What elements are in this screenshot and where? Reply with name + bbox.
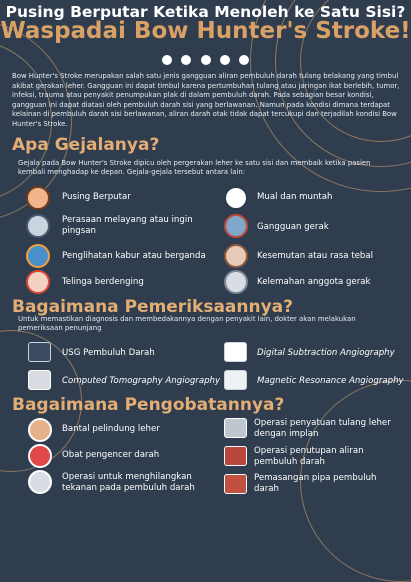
exam-item: Computed Tomography Angiography: [62, 376, 221, 386]
symptom-item: Penglihatan kabur atau berganda: [62, 251, 206, 261]
header: [0, 0, 411, 70]
nausea-icon: [224, 186, 248, 210]
numbness-icon: [224, 244, 248, 268]
treatment-item: Bantal pelindung leher: [62, 424, 160, 434]
blurred-vision-icon: [26, 244, 50, 268]
dot-icon: [239, 55, 249, 65]
symptom-item: Perasaan melayang atau ingin pingsan: [62, 215, 193, 236]
symptoms-title: Apa Gejalanya?: [12, 135, 160, 155]
page-title: Pusing Berputar Ketika Menoleh ke Satu Sisi?: [5, 3, 406, 21]
symptoms-desc: Gejala pada Bow Hunter's Stroke dipicu oleh pergerakan leher ke satu sisi dan membaik ketika pasien kembali menghadap ke depan. Gejala-gejala tersebut antara lain:: [18, 159, 371, 177]
exam-title: Bagaimana Pemeriksaannya?: [12, 297, 294, 317]
symptom-item: Gangguan gerak: [257, 222, 329, 232]
treatment-item: Operasi penyatuan tulang leher dengan implan: [254, 418, 391, 439]
weakness-icon: [224, 270, 248, 294]
tinnitus-icon: [26, 270, 50, 294]
exam-item: Digital Subtraction Angiography: [257, 348, 395, 358]
mri-scanner-icon: [224, 370, 247, 390]
dot-divider: [0, 50, 411, 69]
symptom-item: Telinga berdenging: [62, 277, 144, 287]
neck-pillow-icon: [28, 418, 52, 442]
medicine-icon: [28, 444, 52, 468]
page-subtitle: Waspadai Bow Hunter's Stroke!: [0, 18, 411, 44]
treatment-item: Operasi untuk menghilangkan tekanan pada pembuluh darah: [62, 472, 195, 493]
symptom-item: Mual dan muntah: [257, 192, 333, 202]
ct-scanner-icon: [28, 370, 51, 390]
implant-icon: [224, 418, 247, 438]
symptom-item: Kesemutan atau rasa tebal: [257, 251, 374, 261]
ultrasound-icon: [28, 342, 51, 362]
treatment-item: Operasi penutupan aliran pembuluh darah: [254, 446, 364, 467]
treatment-item: Obat pengencer darah: [62, 450, 160, 460]
dot-icon: [220, 55, 230, 65]
treatment-title: Bagaimana Pengobatannya?: [12, 395, 285, 415]
dot-icon: [181, 55, 191, 65]
intro-paragraph: Bow Hunter's Stroke merupakan salah satu jenis gangguan aliran pembuluh darah tulang belakang yang timbul akibat gerakan leher. Gangguan ini dapat timbul karena pertumbuhan tulang atau jaringan ikat berlebih, tumor, infeksi, trauma atau penyakit penumpukan plak di dalam pembuluh darah. Pada sebagian besar kondisi, gangguan ini dapat diatasi oleh pembuluh darah sisi yang berlawanan. Namun pada kondisi dimana terdapat kelainan di pembuluh darah sisi berlawanan, aliran darah otak tidak dapat tercukupi dan terjadilah kondisi Bow Hunter's Stroke.: [12, 72, 400, 128]
wheelchair-icon: [224, 214, 248, 238]
angiography-icon: [224, 342, 247, 362]
exam-item: Magnetic Resonance Angiography: [257, 376, 404, 386]
dot-icon: [201, 55, 211, 65]
treatment-item: Pemasangan pipa pembuluh darah: [254, 473, 377, 494]
stent-icon: [224, 474, 247, 494]
exam-item: USG Pembuluh Darah: [62, 348, 155, 358]
dot-icon: [162, 55, 172, 65]
symptom-item: Pusing Berputar: [62, 192, 131, 202]
dizzy-icon: [26, 186, 50, 210]
faint-icon: [26, 214, 50, 238]
symptom-item: Kelemahan anggota gerak: [257, 277, 371, 287]
exam-desc: Untuk memastikan diagnosis dan membedakannya dengan penyakit lain, dokter akan melakukan pemeriksaan penunjang: [18, 315, 356, 333]
spine-icon: [28, 470, 52, 494]
vessel-closure-icon: [224, 446, 247, 466]
